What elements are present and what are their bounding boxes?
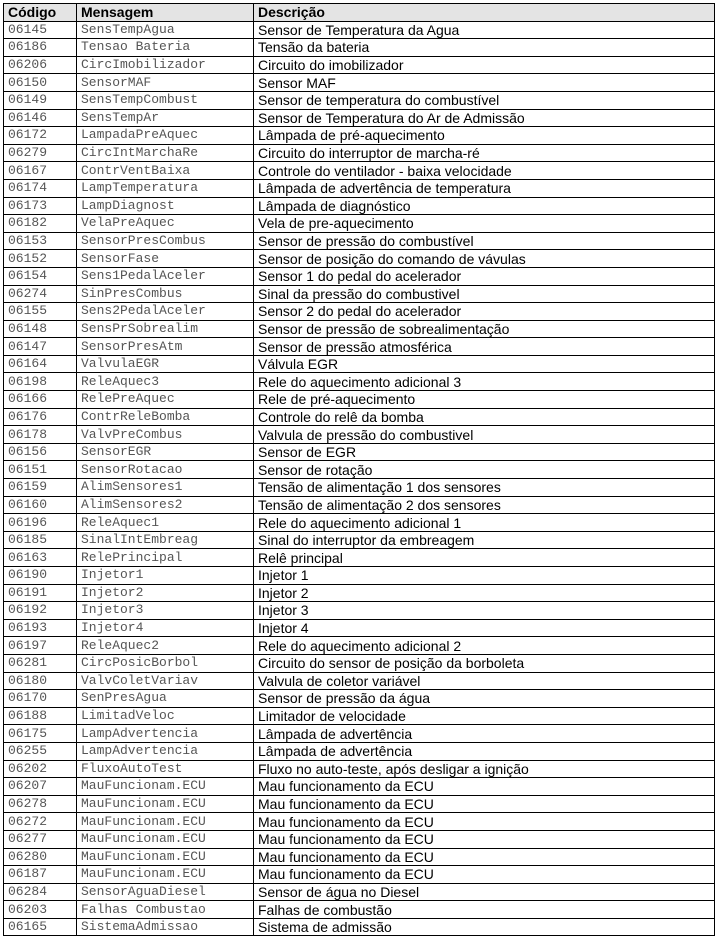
cell-descricao: Mau funcionamento da ECU	[254, 778, 715, 796]
table-row	[4, 901, 715, 919]
cell-codigo: 06284	[4, 883, 77, 901]
cell-codigo: 06172	[4, 127, 77, 145]
cell-descricao: Sensor de pressão atmosférica	[254, 338, 715, 356]
cell-descricao: Tensão da bateria	[254, 39, 715, 57]
cell-codigo: 06206	[4, 56, 77, 74]
table-header-row	[4, 4, 715, 22]
cell-codigo: 06174	[4, 179, 77, 197]
table-row	[4, 567, 715, 585]
table-row	[4, 778, 715, 796]
cell-mensagem: LampadaPreAquec	[77, 127, 254, 145]
table-row	[4, 408, 715, 426]
cell-mensagem: CircIntMarchaRe	[77, 144, 254, 162]
cell-mensagem: SensTempAgua	[77, 21, 254, 39]
fault-code-table	[3, 3, 715, 936]
cell-descricao: Rele do aquecimento adicional 2	[254, 637, 715, 655]
cell-codigo: 06150	[4, 74, 77, 92]
table-row	[4, 303, 715, 321]
table-row	[4, 760, 715, 778]
cell-codigo: 06188	[4, 707, 77, 725]
cell-codigo: 06197	[4, 637, 77, 655]
cell-codigo: 06147	[4, 338, 77, 356]
cell-descricao: Lâmpada de advertência	[254, 742, 715, 760]
cell-mensagem: VelaPreAquec	[77, 215, 254, 233]
table-row	[4, 883, 715, 901]
table-row	[4, 549, 715, 567]
table-row	[4, 162, 715, 180]
cell-mensagem: SensorFase	[77, 250, 254, 268]
cell-descricao: Injetor 1	[254, 567, 715, 585]
cell-codigo: 06167	[4, 162, 77, 180]
cell-mensagem: RelePrincipal	[77, 549, 254, 567]
table-row	[4, 496, 715, 514]
table-row	[4, 426, 715, 444]
cell-mensagem: Sens2PedalAceler	[77, 303, 254, 321]
cell-codigo: 06281	[4, 654, 77, 672]
cell-descricao: Sensor de posição do comando de vávulas	[254, 250, 715, 268]
header-descricao: Descrição	[254, 4, 715, 22]
cell-codigo: 06180	[4, 672, 77, 690]
cell-mensagem: FluxoAutoTest	[77, 760, 254, 778]
table-row	[4, 39, 715, 57]
table-row	[4, 637, 715, 655]
cell-codigo: 06255	[4, 742, 77, 760]
cell-mensagem: ValvPreCombus	[77, 426, 254, 444]
cell-mensagem: AlimSensores1	[77, 479, 254, 497]
cell-mensagem: ValvColetVariav	[77, 672, 254, 690]
cell-mensagem: ContrVentBaixa	[77, 162, 254, 180]
cell-codigo: 06164	[4, 355, 77, 373]
table-row	[4, 795, 715, 813]
cell-codigo: 06154	[4, 267, 77, 285]
cell-mensagem: MauFuncionam.ECU	[77, 848, 254, 866]
table-row	[4, 56, 715, 74]
cell-codigo: 06153	[4, 232, 77, 250]
table-row	[4, 91, 715, 109]
cell-codigo: 06196	[4, 514, 77, 532]
table-row	[4, 690, 715, 708]
cell-descricao: Mau funcionamento da ECU	[254, 830, 715, 848]
cell-descricao: Sensor de temperatura do combustível	[254, 91, 715, 109]
cell-descricao: Sensor de pressão da água	[254, 690, 715, 708]
cell-mensagem: Injetor2	[77, 584, 254, 602]
cell-codigo: 06170	[4, 690, 77, 708]
cell-mensagem: CircPosicBorbol	[77, 654, 254, 672]
cell-mensagem: Injetor3	[77, 602, 254, 620]
table-row	[4, 285, 715, 303]
cell-descricao: Mau funcionamento da ECU	[254, 848, 715, 866]
cell-mensagem: ReleAquec3	[77, 373, 254, 391]
cell-descricao: Valvula de pressão do combustivel	[254, 426, 715, 444]
cell-descricao: Sensor de rotação	[254, 461, 715, 479]
cell-mensagem: Injetor4	[77, 619, 254, 637]
table-row	[4, 619, 715, 637]
cell-descricao: Falhas de combustão	[254, 901, 715, 919]
table-row	[4, 355, 715, 373]
cell-descricao: Sensor de pressão de sobrealimentação	[254, 320, 715, 338]
cell-descricao: Mau funcionamento da ECU	[254, 866, 715, 884]
cell-descricao: Sinal da pressão do combustivel	[254, 285, 715, 303]
cell-descricao: Lâmpada de diagnóstico	[254, 197, 715, 215]
cell-codigo: 06191	[4, 584, 77, 602]
cell-descricao: Sensor de EGR	[254, 443, 715, 461]
cell-codigo: 06193	[4, 619, 77, 637]
cell-codigo: 06173	[4, 197, 77, 215]
cell-descricao: Injetor 3	[254, 602, 715, 620]
table-row	[4, 127, 715, 145]
table-row	[4, 830, 715, 848]
cell-descricao: Sensor de Temperatura da Agua	[254, 21, 715, 39]
cell-descricao: Mau funcionamento da ECU	[254, 813, 715, 831]
cell-mensagem: MauFuncionam.ECU	[77, 778, 254, 796]
cell-codigo: 06187	[4, 866, 77, 884]
cell-mensagem: MauFuncionam.ECU	[77, 830, 254, 848]
cell-mensagem: LampAdvertencia	[77, 742, 254, 760]
cell-mensagem: AlimSensores2	[77, 496, 254, 514]
table-row	[4, 250, 715, 268]
cell-mensagem: SinalIntEmbreag	[77, 531, 254, 549]
cell-codigo: 06160	[4, 496, 77, 514]
cell-codigo: 06186	[4, 39, 77, 57]
cell-descricao: Vela de pre-aquecimento	[254, 215, 715, 233]
cell-codigo: 06175	[4, 725, 77, 743]
cell-descricao: Lâmpada de advertência	[254, 725, 715, 743]
table-row	[4, 461, 715, 479]
cell-codigo: 06165	[4, 918, 77, 936]
cell-mensagem: ContrReleBomba	[77, 408, 254, 426]
cell-mensagem: LampAdvertencia	[77, 725, 254, 743]
cell-codigo: 06149	[4, 91, 77, 109]
cell-mensagem: SensorPresCombus	[77, 232, 254, 250]
cell-mensagem: SensorRotacao	[77, 461, 254, 479]
cell-mensagem: CircImobilizador	[77, 56, 254, 74]
cell-descricao: Limitador de velocidade	[254, 707, 715, 725]
cell-mensagem: MauFuncionam.ECU	[77, 866, 254, 884]
cell-descricao: Rele do aquecimento adicional 1	[254, 514, 715, 532]
cell-mensagem: Sens1PedalAceler	[77, 267, 254, 285]
cell-descricao: Controle do relê da bomba	[254, 408, 715, 426]
table-row	[4, 918, 715, 936]
cell-descricao: Sensor 1 do pedal do acelerador	[254, 267, 715, 285]
cell-descricao: Fluxo no auto-teste, após desligar a ignição	[254, 760, 715, 778]
cell-descricao: Lâmpada de advertência de temperatura	[254, 179, 715, 197]
table-row	[4, 443, 715, 461]
cell-mensagem: RelePreAquec	[77, 391, 254, 409]
table-row	[4, 179, 715, 197]
cell-descricao: Sensor de Temperatura do Ar de Admissão	[254, 109, 715, 127]
cell-descricao: Sensor 2 do pedal do acelerador	[254, 303, 715, 321]
cell-codigo: 06280	[4, 848, 77, 866]
cell-descricao: Sensor de pressão do combustível	[254, 232, 715, 250]
cell-codigo: 06190	[4, 567, 77, 585]
table-row	[4, 479, 715, 497]
cell-descricao: Sistema de admissão	[254, 918, 715, 936]
cell-mensagem: ValvulaEGR	[77, 355, 254, 373]
cell-codigo: 06166	[4, 391, 77, 409]
cell-descricao: Lâmpada de pré-aquecimento	[254, 127, 715, 145]
cell-descricao: Circuito do sensor de posição da borboleta	[254, 654, 715, 672]
cell-mensagem: MauFuncionam.ECU	[77, 795, 254, 813]
cell-mensagem: SensPrSobrealim	[77, 320, 254, 338]
cell-codigo: 06278	[4, 795, 77, 813]
header-codigo: Código	[4, 4, 77, 22]
cell-mensagem: SinPresCombus	[77, 285, 254, 303]
cell-descricao: Valvula de coletor variável	[254, 672, 715, 690]
table-row	[4, 320, 715, 338]
cell-mensagem: SenPresAgua	[77, 690, 254, 708]
table-row	[4, 866, 715, 884]
cell-codigo: 06156	[4, 443, 77, 461]
cell-mensagem: ReleAquec2	[77, 637, 254, 655]
cell-descricao: Injetor 4	[254, 619, 715, 637]
table-row	[4, 215, 715, 233]
cell-codigo: 06274	[4, 285, 77, 303]
table-row	[4, 144, 715, 162]
cell-descricao: Rele de pré-aquecimento	[254, 391, 715, 409]
cell-mensagem: LimitadVeloc	[77, 707, 254, 725]
cell-codigo: 06207	[4, 778, 77, 796]
cell-descricao: Sensor de água no Diesel	[254, 883, 715, 901]
table-row	[4, 654, 715, 672]
cell-codigo: 06155	[4, 303, 77, 321]
table-row	[4, 848, 715, 866]
cell-mensagem: ReleAquec1	[77, 514, 254, 532]
header-mensagem: Mensagem	[77, 4, 254, 22]
table-row	[4, 338, 715, 356]
cell-mensagem: SensorEGR	[77, 443, 254, 461]
cell-mensagem: SensTempCombust	[77, 91, 254, 109]
table-row	[4, 602, 715, 620]
table-row	[4, 197, 715, 215]
cell-descricao: Válvula EGR	[254, 355, 715, 373]
cell-mensagem: Injetor1	[77, 567, 254, 585]
cell-mensagem: LampDiagnost	[77, 197, 254, 215]
cell-codigo: 06148	[4, 320, 77, 338]
cell-mensagem: SensorPresAtm	[77, 338, 254, 356]
cell-descricao: Sensor MAF	[254, 74, 715, 92]
cell-mensagem: MauFuncionam.ECU	[77, 813, 254, 831]
table-row	[4, 584, 715, 602]
cell-codigo: 06182	[4, 215, 77, 233]
table-row	[4, 707, 715, 725]
table-row	[4, 109, 715, 127]
cell-descricao: Mau funcionamento da ECU	[254, 795, 715, 813]
cell-descricao: Sinal do interruptor da embreagem	[254, 531, 715, 549]
table-row	[4, 742, 715, 760]
cell-codigo: 06277	[4, 830, 77, 848]
table-row	[4, 672, 715, 690]
cell-descricao: Circuito do imobilizador	[254, 56, 715, 74]
cell-codigo: 06198	[4, 373, 77, 391]
table-body	[4, 21, 715, 936]
cell-descricao: Tensão de alimentação 1 dos sensores	[254, 479, 715, 497]
cell-descricao: Relê principal	[254, 549, 715, 567]
cell-mensagem: LampTemperatura	[77, 179, 254, 197]
cell-codigo: 06272	[4, 813, 77, 831]
cell-descricao: Rele do aquecimento adicional 3	[254, 373, 715, 391]
cell-mensagem: SistemaAdmissao	[77, 918, 254, 936]
cell-codigo: 06185	[4, 531, 77, 549]
table-row	[4, 74, 715, 92]
cell-mensagem: SensorAguaDiesel	[77, 883, 254, 901]
cell-mensagem: Tensao Bateria	[77, 39, 254, 57]
table-row	[4, 813, 715, 831]
cell-codigo: 06178	[4, 426, 77, 444]
cell-codigo: 06146	[4, 109, 77, 127]
cell-codigo: 06159	[4, 479, 77, 497]
cell-codigo: 06151	[4, 461, 77, 479]
cell-codigo: 06176	[4, 408, 77, 426]
cell-codigo: 06279	[4, 144, 77, 162]
table-row	[4, 267, 715, 285]
cell-codigo: 06202	[4, 760, 77, 778]
cell-mensagem: SensorMAF	[77, 74, 254, 92]
cell-codigo: 06163	[4, 549, 77, 567]
table-row	[4, 514, 715, 532]
cell-codigo: 06192	[4, 602, 77, 620]
cell-descricao: Circuito do interruptor de marcha-ré	[254, 144, 715, 162]
table-row	[4, 391, 715, 409]
table-row	[4, 373, 715, 391]
table-row	[4, 725, 715, 743]
cell-mensagem: Falhas Combustao	[77, 901, 254, 919]
cell-codigo: 06145	[4, 21, 77, 39]
cell-mensagem: SensTempAr	[77, 109, 254, 127]
cell-descricao: Injetor 2	[254, 584, 715, 602]
cell-codigo: 06152	[4, 250, 77, 268]
table-row	[4, 531, 715, 549]
cell-codigo: 06203	[4, 901, 77, 919]
cell-descricao: Controle do ventilador - baixa velocidade	[254, 162, 715, 180]
cell-descricao: Tensão de alimentação 2 dos sensores	[254, 496, 715, 514]
table-row	[4, 21, 715, 39]
table-row	[4, 232, 715, 250]
